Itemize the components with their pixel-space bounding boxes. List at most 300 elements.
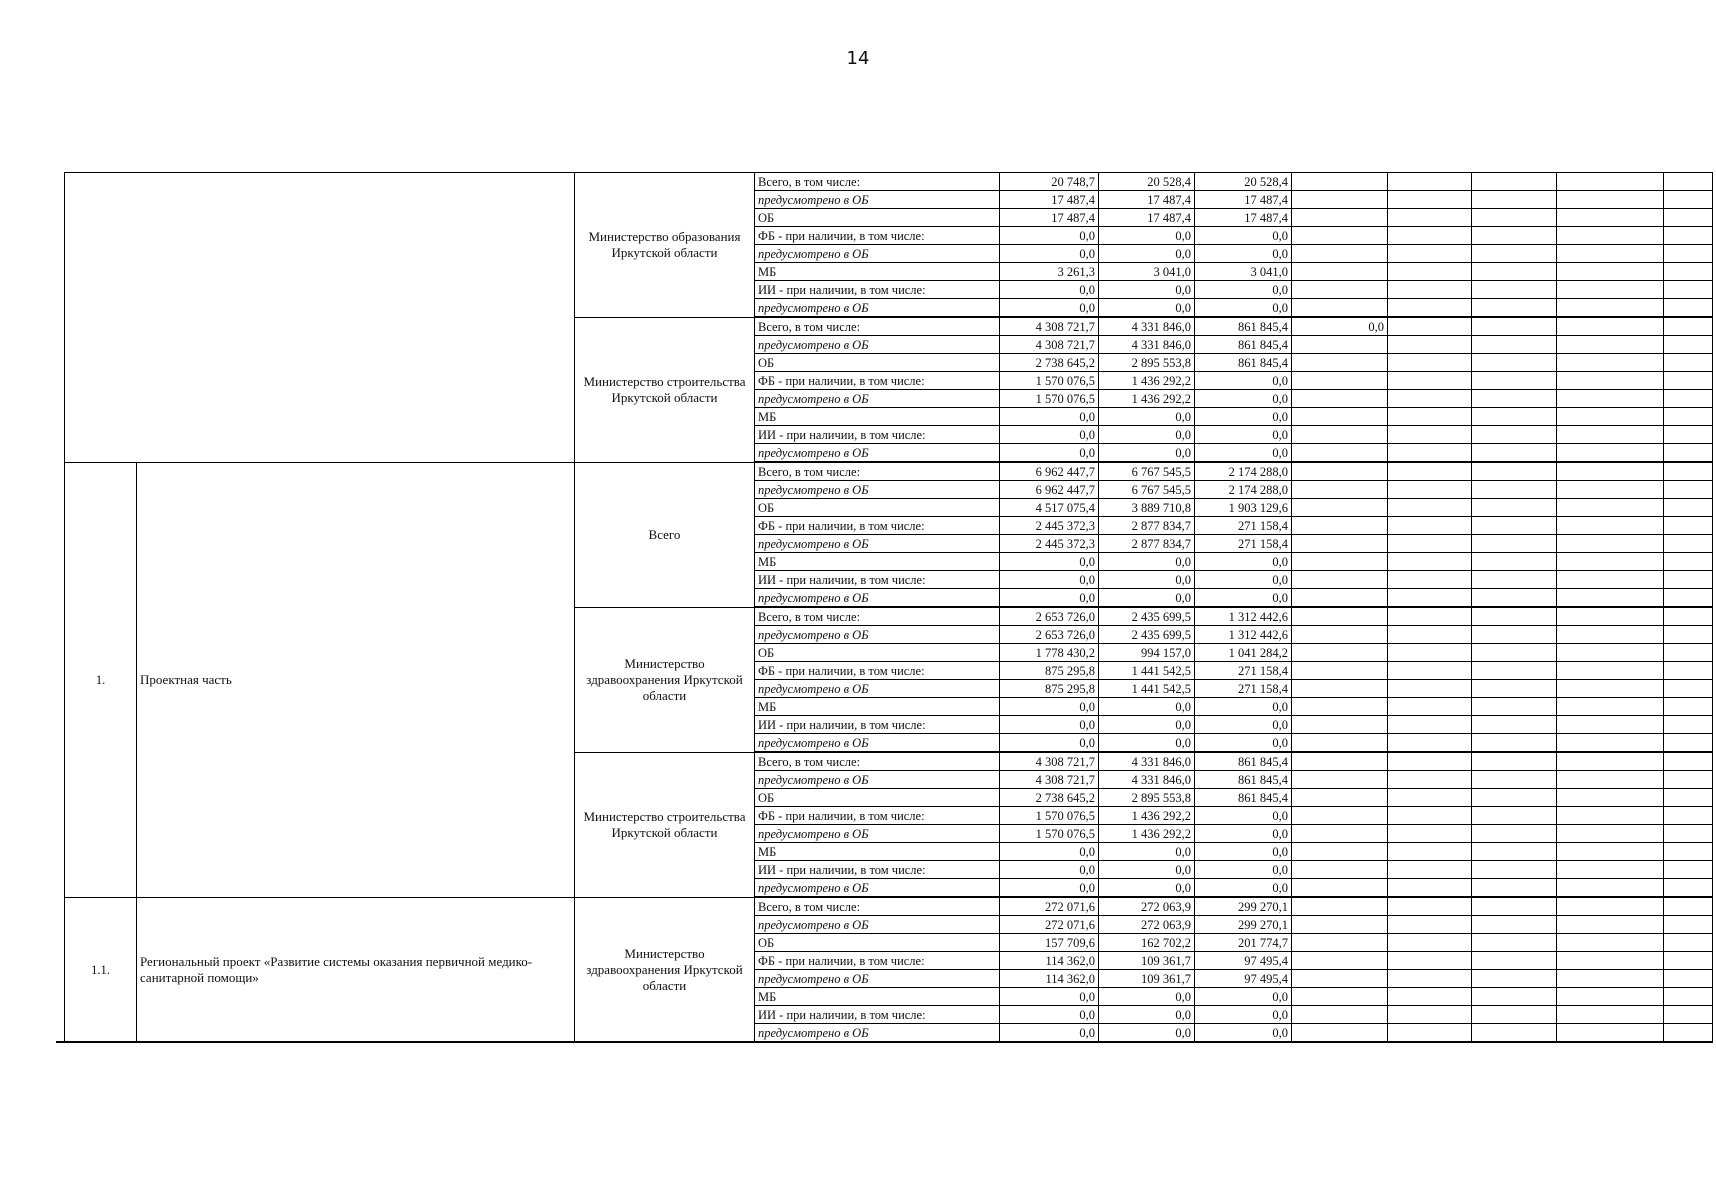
funding-source-label: МБ	[755, 843, 1000, 861]
funding-source-label: ОБ	[755, 354, 1000, 372]
empty-amount-cell	[1664, 245, 1713, 263]
amount-cell-3: 17 487,4	[1195, 191, 1292, 209]
amount-cell-1: 272 071,6	[1000, 897, 1099, 916]
amount-cell-2: 2 877 834,7	[1099, 517, 1195, 535]
funding-source-label: Всего, в том числе:	[755, 173, 1000, 191]
amount-cell-1: 2 445 372,3	[1000, 517, 1099, 535]
empty-amount-cell	[1472, 1024, 1557, 1043]
amount-cell-2: 17 487,4	[1099, 209, 1195, 227]
amount-cell-4	[1292, 897, 1388, 916]
funding-source-label: предусмотрено в ОБ	[755, 444, 1000, 463]
empty-amount-cell	[1388, 553, 1472, 571]
empty-amount-cell	[1557, 317, 1664, 336]
amount-cell-3: 97 495,4	[1195, 970, 1292, 988]
empty-amount-cell	[1557, 499, 1664, 517]
amount-cell-1: 17 487,4	[1000, 191, 1099, 209]
amount-cell-4	[1292, 462, 1388, 481]
amount-cell-2: 0,0	[1099, 1024, 1195, 1043]
empty-amount-cell	[1388, 589, 1472, 608]
funding-source-label: ИИ - при наличии, в том числе:	[755, 861, 1000, 879]
empty-amount-cell	[1472, 317, 1557, 336]
amount-cell-3: 271 158,4	[1195, 517, 1292, 535]
empty-amount-cell	[1472, 299, 1557, 318]
empty-amount-cell	[1557, 988, 1664, 1006]
empty-amount-cell	[1388, 245, 1472, 263]
empty-amount-cell	[1557, 807, 1664, 825]
empty-amount-cell	[1557, 843, 1664, 861]
amount-cell-1: 0,0	[1000, 879, 1099, 898]
amount-cell-4	[1292, 843, 1388, 861]
amount-cell-4	[1292, 1024, 1388, 1043]
responsible-org: Министерство здравоохранения Иркутской области	[575, 607, 755, 752]
empty-amount-cell	[1664, 843, 1713, 861]
empty-amount-cell	[1557, 571, 1664, 589]
amount-cell-1: 2 653 726,0	[1000, 607, 1099, 626]
responsible-org: Министерство образования Иркутской области	[575, 173, 755, 318]
empty-amount-cell	[1472, 789, 1557, 807]
amount-cell-2: 0,0	[1099, 734, 1195, 753]
funding-source-label: ИИ - при наличии, в том числе:	[755, 571, 1000, 589]
empty-amount-cell	[1664, 1006, 1713, 1024]
amount-cell-4	[1292, 173, 1388, 191]
amount-cell-4	[1292, 553, 1388, 571]
empty-amount-cell	[1472, 698, 1557, 716]
funding-source-label: МБ	[755, 698, 1000, 716]
amount-cell-1: 0,0	[1000, 426, 1099, 444]
empty-amount-cell	[1388, 317, 1472, 336]
amount-cell-2: 4 331 846,0	[1099, 317, 1195, 336]
empty-amount-cell	[1388, 843, 1472, 861]
empty-amount-cell	[1557, 897, 1664, 916]
funding-source-label: предусмотрено в ОБ	[755, 336, 1000, 354]
empty-amount-cell	[1557, 462, 1664, 481]
amount-cell-4	[1292, 535, 1388, 553]
empty-amount-cell	[1557, 752, 1664, 771]
amount-cell-4	[1292, 825, 1388, 843]
amount-cell-1: 0,0	[1000, 299, 1099, 318]
funding-source-label: Всего, в том числе:	[755, 752, 1000, 771]
empty-amount-cell	[1664, 589, 1713, 608]
amount-cell-4	[1292, 662, 1388, 680]
item-index: 1.1.	[65, 897, 137, 1042]
empty-amount-cell	[1664, 209, 1713, 227]
empty-amount-cell	[1472, 372, 1557, 390]
amount-cell-1: 0,0	[1000, 444, 1099, 463]
amount-cell-1: 0,0	[1000, 716, 1099, 734]
funding-source-label: МБ	[755, 553, 1000, 571]
amount-cell-4	[1292, 263, 1388, 281]
amount-cell-1: 157 709,6	[1000, 934, 1099, 952]
funding-source-label: предусмотрено в ОБ	[755, 771, 1000, 789]
amount-cell-1: 6 962 447,7	[1000, 462, 1099, 481]
amount-cell-2: 2 895 553,8	[1099, 789, 1195, 807]
empty-amount-cell	[1557, 916, 1664, 934]
empty-amount-cell	[1557, 734, 1664, 753]
empty-amount-cell	[1472, 843, 1557, 861]
empty-amount-cell	[1664, 680, 1713, 698]
funding-source-label: ОБ	[755, 934, 1000, 952]
empty-amount-cell	[1472, 952, 1557, 970]
empty-amount-cell	[1664, 444, 1713, 463]
empty-amount-cell	[1388, 879, 1472, 898]
amount-cell-4	[1292, 209, 1388, 227]
amount-cell-1: 4 308 721,7	[1000, 317, 1099, 336]
empty-amount-cell	[1557, 281, 1664, 299]
funding-source-label: предусмотрено в ОБ	[755, 535, 1000, 553]
amount-cell-2: 0,0	[1099, 698, 1195, 716]
empty-amount-cell	[1472, 807, 1557, 825]
amount-cell-1: 114 362,0	[1000, 970, 1099, 988]
empty-amount-cell	[1557, 408, 1664, 426]
empty-amount-cell	[1472, 1006, 1557, 1024]
amount-cell-2: 109 361,7	[1099, 970, 1195, 988]
amount-cell-1: 0,0	[1000, 281, 1099, 299]
funding-source-label: ФБ - при наличии, в том числе:	[755, 807, 1000, 825]
amount-cell-3: 3 041,0	[1195, 263, 1292, 281]
empty-amount-cell	[1557, 426, 1664, 444]
amount-cell-3: 0,0	[1195, 245, 1292, 263]
amount-cell-3: 271 158,4	[1195, 662, 1292, 680]
empty-amount-cell	[1664, 173, 1713, 191]
amount-cell-2: 109 361,7	[1099, 952, 1195, 970]
empty-amount-cell	[1388, 734, 1472, 753]
amount-cell-2: 0,0	[1099, 571, 1195, 589]
empty-amount-cell	[1557, 607, 1664, 626]
amount-cell-3: 1 312 442,6	[1195, 607, 1292, 626]
amount-cell-3: 2 174 288,0	[1195, 462, 1292, 481]
empty-amount-cell	[1557, 698, 1664, 716]
empty-amount-cell	[1557, 481, 1664, 499]
funding-source-label: ФБ - при наличии, в том числе:	[755, 227, 1000, 245]
empty-amount-cell	[1388, 1024, 1472, 1043]
empty-amount-cell	[1388, 499, 1472, 517]
amount-cell-3: 0,0	[1195, 843, 1292, 861]
empty-amount-cell	[1664, 698, 1713, 716]
amount-cell-1: 272 071,6	[1000, 916, 1099, 934]
item-index: 1.	[65, 462, 137, 897]
funding-source-label: предусмотрено в ОБ	[755, 680, 1000, 698]
empty-amount-cell	[1472, 408, 1557, 426]
empty-amount-cell	[1472, 897, 1557, 916]
empty-amount-cell	[1472, 354, 1557, 372]
amount-cell-3: 0,0	[1195, 589, 1292, 608]
amount-cell-1: 0,0	[1000, 589, 1099, 608]
empty-amount-cell	[1472, 970, 1557, 988]
funding-source-label: предусмотрено в ОБ	[755, 734, 1000, 753]
amount-cell-3: 0,0	[1195, 444, 1292, 463]
amount-cell-2: 2 435 699,5	[1099, 607, 1195, 626]
amount-cell-2: 0,0	[1099, 281, 1195, 299]
empty-amount-cell	[1388, 861, 1472, 879]
empty-amount-cell	[1472, 281, 1557, 299]
amount-cell-2: 162 702,2	[1099, 934, 1195, 952]
amount-cell-2: 0,0	[1099, 553, 1195, 571]
empty-amount-cell	[1664, 281, 1713, 299]
amount-cell-4	[1292, 952, 1388, 970]
amount-cell-3: 20 528,4	[1195, 173, 1292, 191]
amount-cell-2: 0,0	[1099, 843, 1195, 861]
amount-cell-3: 0,0	[1195, 372, 1292, 390]
empty-amount-cell	[1388, 408, 1472, 426]
empty-amount-cell	[1664, 807, 1713, 825]
amount-cell-4	[1292, 680, 1388, 698]
amount-cell-3: 0,0	[1195, 408, 1292, 426]
funding-source-label: предусмотрено в ОБ	[755, 299, 1000, 318]
amount-cell-2: 994 157,0	[1099, 644, 1195, 662]
funding-source-label: Всего, в том числе:	[755, 462, 1000, 481]
empty-amount-cell	[1472, 716, 1557, 734]
amount-cell-1: 0,0	[1000, 698, 1099, 716]
funding-source-label: ОБ	[755, 644, 1000, 662]
funding-source-label: МБ	[755, 263, 1000, 281]
empty-amount-cell	[1557, 263, 1664, 281]
amount-cell-2: 20 528,4	[1099, 173, 1195, 191]
empty-amount-cell	[1664, 988, 1713, 1006]
empty-amount-cell	[1557, 336, 1664, 354]
empty-amount-cell	[1472, 553, 1557, 571]
amount-cell-3: 0,0	[1195, 1024, 1292, 1043]
empty-amount-cell	[1388, 281, 1472, 299]
amount-cell-1: 17 487,4	[1000, 209, 1099, 227]
amount-cell-4	[1292, 227, 1388, 245]
amount-cell-4	[1292, 698, 1388, 716]
amount-cell-2: 3 889 710,8	[1099, 499, 1195, 517]
amount-cell-1: 20 748,7	[1000, 173, 1099, 191]
amount-cell-2: 1 441 542,5	[1099, 662, 1195, 680]
funding-source-label: предусмотрено в ОБ	[755, 1024, 1000, 1043]
empty-amount-cell	[1664, 970, 1713, 988]
empty-amount-cell	[1557, 299, 1664, 318]
empty-amount-cell	[1472, 607, 1557, 626]
amount-cell-3: 97 495,4	[1195, 952, 1292, 970]
funding-source-label: ФБ - при наличии, в том числе:	[755, 517, 1000, 535]
empty-amount-cell	[1557, 825, 1664, 843]
empty-amount-cell	[1388, 299, 1472, 318]
bottom-rule	[56, 1041, 1620, 1043]
empty-amount-cell	[1388, 263, 1472, 281]
amount-cell-3: 299 270,1	[1195, 897, 1292, 916]
budget-table	[64, 172, 1713, 1043]
amount-cell-1: 0,0	[1000, 843, 1099, 861]
amount-cell-3: 271 158,4	[1195, 680, 1292, 698]
amount-cell-3: 0,0	[1195, 807, 1292, 825]
empty-amount-cell	[1557, 716, 1664, 734]
funding-source-label: предусмотрено в ОБ	[755, 916, 1000, 934]
amount-cell-2: 0,0	[1099, 444, 1195, 463]
funding-source-label: предусмотрено в ОБ	[755, 191, 1000, 209]
empty-amount-cell	[1472, 462, 1557, 481]
amount-cell-4	[1292, 988, 1388, 1006]
empty-amount-cell	[1664, 861, 1713, 879]
empty-amount-cell	[1664, 426, 1713, 444]
empty-amount-cell	[1472, 481, 1557, 499]
empty-amount-cell	[1472, 426, 1557, 444]
amount-cell-1: 4 517 075,4	[1000, 499, 1099, 517]
amount-cell-1: 1 570 076,5	[1000, 390, 1099, 408]
empty-amount-cell	[1557, 517, 1664, 535]
amount-cell-3: 0,0	[1195, 281, 1292, 299]
amount-cell-1: 1 570 076,5	[1000, 807, 1099, 825]
empty-amount-cell	[1664, 481, 1713, 499]
empty-amount-cell	[1472, 934, 1557, 952]
empty-amount-cell	[1388, 517, 1472, 535]
empty-amount-cell	[1557, 934, 1664, 952]
amount-cell-4	[1292, 644, 1388, 662]
empty-amount-cell	[1388, 336, 1472, 354]
empty-amount-cell	[1388, 462, 1472, 481]
amount-cell-3: 0,0	[1195, 879, 1292, 898]
amount-cell-1: 0,0	[1000, 571, 1099, 589]
empty-amount-cell	[1388, 444, 1472, 463]
empty-amount-cell	[1388, 1006, 1472, 1024]
amount-cell-3: 0,0	[1195, 734, 1292, 753]
item-name: Проектная часть	[137, 462, 575, 897]
empty-amount-cell	[1664, 789, 1713, 807]
amount-cell-2: 4 331 846,0	[1099, 752, 1195, 771]
amount-cell-4	[1292, 970, 1388, 988]
amount-cell-4	[1292, 444, 1388, 463]
amount-cell-2: 272 063,9	[1099, 897, 1195, 916]
funding-source-label: ФБ - при наличии, в том числе:	[755, 952, 1000, 970]
funding-source-label: ОБ	[755, 499, 1000, 517]
empty-amount-cell	[1472, 879, 1557, 898]
amount-cell-3: 1 041 284,2	[1195, 644, 1292, 662]
empty-amount-cell	[1664, 499, 1713, 517]
amount-cell-1: 1 778 430,2	[1000, 644, 1099, 662]
amount-cell-2: 0,0	[1099, 589, 1195, 608]
amount-cell-4	[1292, 336, 1388, 354]
empty-amount-cell	[1664, 408, 1713, 426]
funding-source-label: предусмотрено в ОБ	[755, 626, 1000, 644]
empty-amount-cell	[1664, 336, 1713, 354]
empty-amount-cell	[1472, 916, 1557, 934]
amount-cell-1: 0,0	[1000, 227, 1099, 245]
amount-cell-1: 4 308 721,7	[1000, 771, 1099, 789]
empty-amount-cell	[1388, 390, 1472, 408]
empty-amount-cell	[1664, 535, 1713, 553]
amount-cell-4	[1292, 789, 1388, 807]
empty-amount-cell	[1557, 191, 1664, 209]
empty-amount-cell	[1557, 589, 1664, 608]
empty-amount-cell	[1388, 698, 1472, 716]
amount-cell-4: 0,0	[1292, 317, 1388, 336]
amount-cell-3: 17 487,4	[1195, 209, 1292, 227]
empty-amount-cell	[1664, 553, 1713, 571]
amount-cell-2: 1 436 292,2	[1099, 825, 1195, 843]
amount-cell-4	[1292, 281, 1388, 299]
empty-amount-cell	[1664, 644, 1713, 662]
funding-source-label: Всего, в том числе:	[755, 317, 1000, 336]
amount-cell-2: 2 895 553,8	[1099, 354, 1195, 372]
amount-cell-2: 0,0	[1099, 245, 1195, 263]
empty-amount-cell	[1472, 861, 1557, 879]
empty-header-cell	[65, 173, 575, 463]
empty-amount-cell	[1388, 607, 1472, 626]
empty-amount-cell	[1557, 390, 1664, 408]
amount-cell-1: 0,0	[1000, 861, 1099, 879]
empty-amount-cell	[1557, 644, 1664, 662]
amount-cell-1: 2 445 372,3	[1000, 535, 1099, 553]
empty-amount-cell	[1388, 680, 1472, 698]
empty-amount-cell	[1388, 771, 1472, 789]
amount-cell-2: 0,0	[1099, 227, 1195, 245]
responsible-org: Министерство строительства Иркутской области	[575, 317, 755, 462]
empty-amount-cell	[1388, 662, 1472, 680]
amount-cell-4	[1292, 499, 1388, 517]
empty-amount-cell	[1472, 626, 1557, 644]
amount-cell-4	[1292, 571, 1388, 589]
amount-cell-4	[1292, 426, 1388, 444]
empty-amount-cell	[1557, 789, 1664, 807]
amount-cell-3: 861 845,4	[1195, 317, 1292, 336]
empty-amount-cell	[1664, 354, 1713, 372]
empty-amount-cell	[1557, 680, 1664, 698]
empty-amount-cell	[1664, 716, 1713, 734]
amount-cell-2: 1 436 292,2	[1099, 807, 1195, 825]
empty-amount-cell	[1664, 662, 1713, 680]
empty-amount-cell	[1472, 191, 1557, 209]
empty-amount-cell	[1388, 644, 1472, 662]
empty-amount-cell	[1388, 372, 1472, 390]
empty-amount-cell	[1664, 317, 1713, 336]
empty-amount-cell	[1557, 245, 1664, 263]
amount-cell-1: 875 295,8	[1000, 662, 1099, 680]
amount-cell-3: 0,0	[1195, 390, 1292, 408]
amount-cell-3: 861 845,4	[1195, 354, 1292, 372]
amount-cell-2: 4 331 846,0	[1099, 336, 1195, 354]
amount-cell-1: 0,0	[1000, 734, 1099, 753]
amount-cell-2: 0,0	[1099, 1006, 1195, 1024]
empty-amount-cell	[1472, 173, 1557, 191]
responsible-org: Министерство здравоохранения Иркутской области	[575, 897, 755, 1042]
amount-cell-3: 861 845,4	[1195, 789, 1292, 807]
empty-amount-cell	[1388, 209, 1472, 227]
amount-cell-4	[1292, 916, 1388, 934]
amount-cell-1: 2 738 645,2	[1000, 789, 1099, 807]
empty-amount-cell	[1557, 970, 1664, 988]
empty-amount-cell	[1664, 934, 1713, 952]
amount-cell-3: 201 774,7	[1195, 934, 1292, 952]
amount-cell-3: 0,0	[1195, 553, 1292, 571]
amount-cell-3: 0,0	[1195, 571, 1292, 589]
amount-cell-3: 271 158,4	[1195, 535, 1292, 553]
empty-amount-cell	[1664, 734, 1713, 753]
empty-amount-cell	[1664, 462, 1713, 481]
amount-cell-4	[1292, 517, 1388, 535]
table-row	[65, 173, 1713, 191]
amount-cell-1: 2 738 645,2	[1000, 354, 1099, 372]
empty-amount-cell	[1664, 952, 1713, 970]
empty-amount-cell	[1557, 1006, 1664, 1024]
empty-amount-cell	[1557, 879, 1664, 898]
amount-cell-4	[1292, 354, 1388, 372]
amount-cell-4	[1292, 1006, 1388, 1024]
amount-cell-3: 0,0	[1195, 299, 1292, 318]
amount-cell-4	[1292, 734, 1388, 753]
empty-amount-cell	[1664, 372, 1713, 390]
amount-cell-2: 0,0	[1099, 988, 1195, 1006]
empty-amount-cell	[1557, 952, 1664, 970]
amount-cell-4	[1292, 807, 1388, 825]
amount-cell-2: 1 436 292,2	[1099, 390, 1195, 408]
empty-amount-cell	[1472, 662, 1557, 680]
funding-source-label: предусмотрено в ОБ	[755, 879, 1000, 898]
empty-amount-cell	[1557, 227, 1664, 245]
empty-amount-cell	[1388, 191, 1472, 209]
amount-cell-3: 0,0	[1195, 1006, 1292, 1024]
amount-cell-3: 2 174 288,0	[1195, 481, 1292, 499]
amount-cell-3: 861 845,4	[1195, 771, 1292, 789]
